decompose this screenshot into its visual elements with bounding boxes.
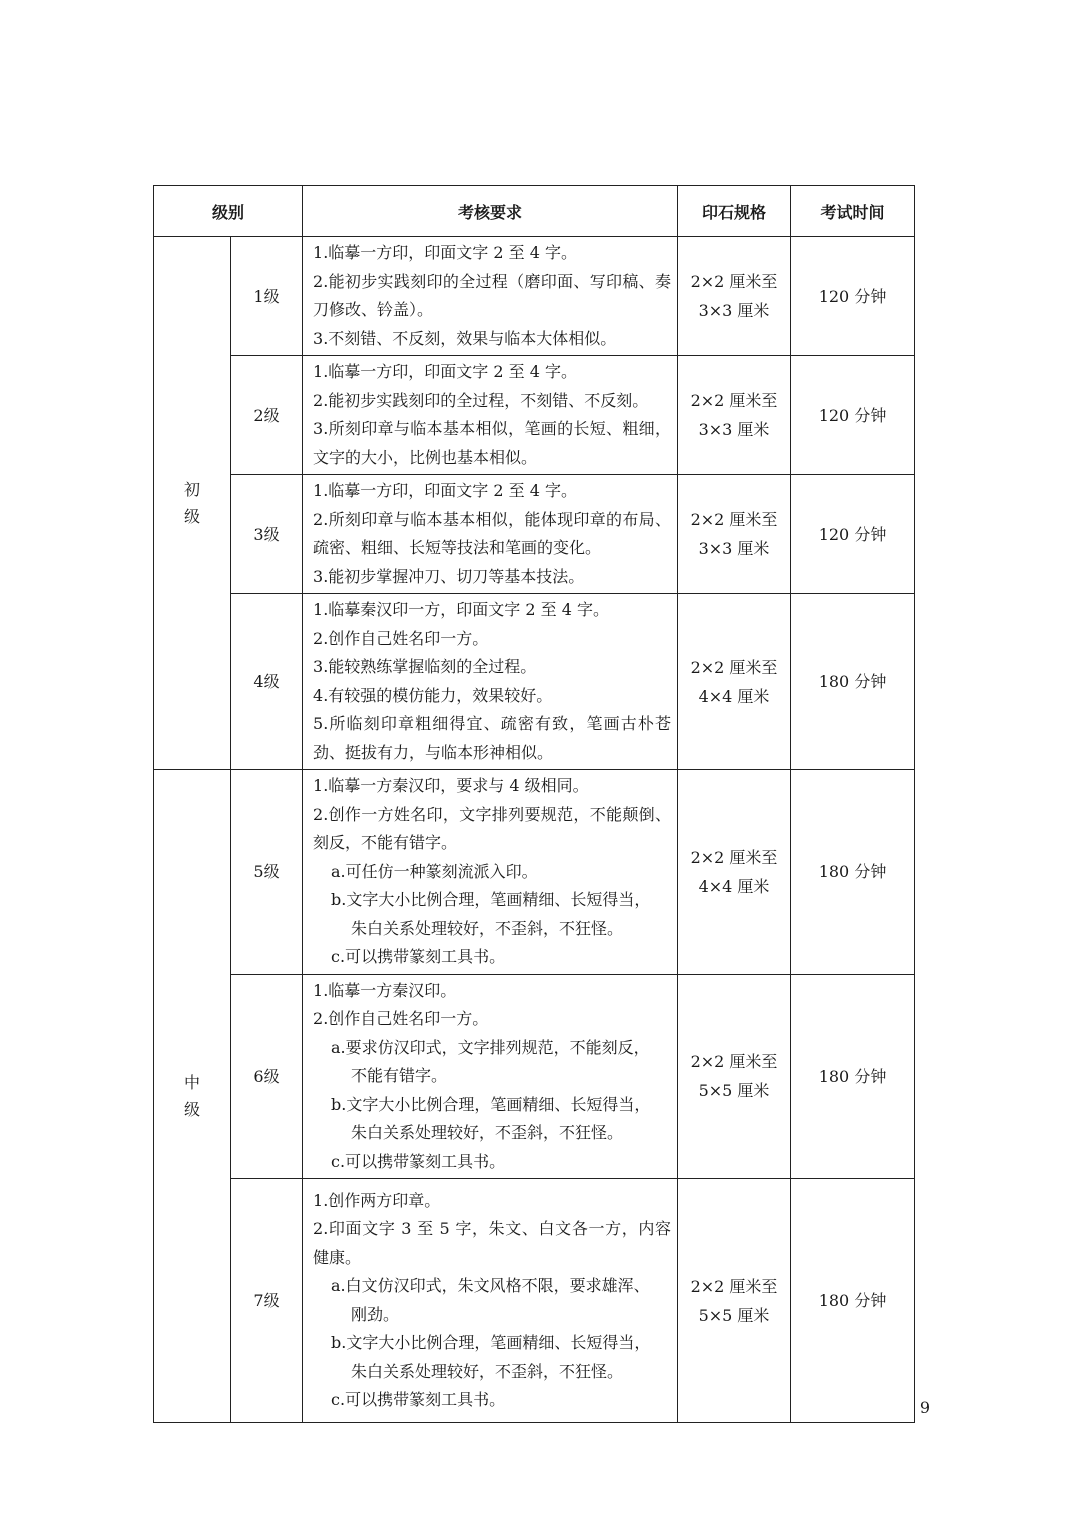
table-row <box>154 974 915 1179</box>
stone-spec-cell <box>678 770 791 975</box>
subitem-line: b.文字大小比例合理，笔画精细、长短得当， <box>331 1094 651 1114</box>
requirement-item: 2.印面文字 3 至 5 字，朱文、白文各一方，内容健康。 <box>313 1219 672 1267</box>
header-exam-time: 考试时间 <box>791 186 915 237</box>
requirement-item: 3.能初步掌握冲刀、切刀等基本技法。 <box>313 566 585 586</box>
category-char: 初 <box>183 480 200 499</box>
requirement-item: 2.创作自己姓名印一方。 <box>313 628 489 648</box>
stone-spec-cell <box>678 475 791 594</box>
stone-spec-cell <box>678 356 791 475</box>
spec-line: 2×2 厘米至 <box>690 272 778 291</box>
subitem-line: 朱白关系处理较好，不歪斜，不狂怪。 <box>351 1361 624 1381</box>
header-level: 级别 <box>154 186 303 237</box>
category-char: 中 <box>183 1073 200 1092</box>
subitem-line: c.可以携带篆刻工具书。 <box>331 1390 506 1409</box>
category-char: 级 <box>183 507 200 526</box>
requirements-cell <box>303 1179 678 1423</box>
requirement-subitem <box>313 1091 671 1148</box>
requirement-item: 2.创作自己姓名印一方。 <box>313 1009 489 1028</box>
requirement-subitem <box>313 1272 671 1329</box>
exam-time-cell: 180 分钟 <box>791 770 915 975</box>
subitem-line: b.文字大小比例合理，笔画精细、长短得当， <box>331 890 651 909</box>
requirement-item: 2.能初步实践刻印的全过程，不刻错、不反刻。 <box>313 390 649 410</box>
level-cell: 6级 <box>231 974 303 1179</box>
subitem-line: a.白文仿汉印式，朱文风格不限，要求雄浑、 <box>331 1276 650 1295</box>
grade-requirements-table <box>153 185 915 1423</box>
category-cell <box>154 237 231 770</box>
requirement-item: 4.有较强的模仿能力，效果较好。 <box>313 685 553 705</box>
exam-time-cell: 120 分钟 <box>791 237 915 356</box>
exam-time-cell: 120 分钟 <box>791 475 915 594</box>
requirement-item: 2.能初步实践刻印的全过程（磨印面、写印稿、奏刀修改、钤盖）。 <box>313 271 672 319</box>
exam-time-cell: 180 分钟 <box>791 594 915 770</box>
requirement-item: 3.所刻印章与临本基本相似，笔画的长短、粗细，文字的大小，比例也基本相似。 <box>313 419 672 467</box>
requirement-item: 1.创作两方印章。 <box>313 1190 441 1210</box>
table-row <box>154 770 915 975</box>
subitem-line: c.可以携带篆刻工具书。 <box>331 947 506 966</box>
spec-line: 2×2 厘米至 <box>690 1276 778 1296</box>
header-row <box>154 186 915 237</box>
level-cell: 1级 <box>231 237 303 356</box>
subitem-line: a.要求仿汉印式，文字排列规范，不能刻反， <box>331 1037 650 1057</box>
requirement-subitem <box>313 1386 671 1415</box>
table-row <box>154 356 915 475</box>
spec-line: 2×2 厘米至 <box>690 847 778 867</box>
subitem-line: 刚劲。 <box>351 1304 400 1324</box>
stone-spec-cell <box>678 594 791 770</box>
spec-line: 5×5 厘米 <box>698 1305 770 1325</box>
requirement-subitem <box>313 886 671 943</box>
spec-line: 2×2 厘米至 <box>690 510 778 529</box>
requirements-cell <box>303 356 678 475</box>
level-cell: 3级 <box>231 475 303 594</box>
requirements-cell <box>303 237 678 356</box>
requirements-cell <box>303 594 678 770</box>
requirement-item: 1.临摹一方印，印面文字 2 至 4 字。 <box>313 243 577 262</box>
requirement-item: 1.临摹一方印，印面文字 2 至 4 字。 <box>313 362 577 381</box>
table-row <box>154 475 915 594</box>
exam-time-cell: 180 分钟 <box>791 974 915 1179</box>
spec-line: 3×3 厘米 <box>698 420 770 439</box>
stone-spec-cell <box>678 237 791 356</box>
requirements-cell <box>303 974 678 1179</box>
spec-line: 3×3 厘米 <box>698 301 770 320</box>
requirement-item: 3.不刻错、不反刻，效果与临本大体相似。 <box>313 328 617 348</box>
subitem-line: 不能有错字。 <box>351 1066 448 1085</box>
requirement-item: 2.创作一方姓名印，文字排列要规范，不能颠倒、刻反，不能有错字。 <box>313 804 672 852</box>
category-char: 级 <box>183 1100 200 1119</box>
exam-time-cell: 120 分钟 <box>791 356 915 475</box>
spec-line: 4×4 厘米 <box>698 686 770 706</box>
requirement-item: 5.所临刻印章粗细得宜、疏密有致，笔画古朴苍劲、挺拔有力，与临本形神相似。 <box>313 714 672 762</box>
requirements-cell <box>303 770 678 975</box>
requirement-subitem <box>313 1329 671 1386</box>
requirement-item: 2.所刻印章与临本基本相似，能体现印章的布局、疏密、粗细、长短等技法和笔画的变化。 <box>313 509 672 557</box>
requirements-cell <box>303 475 678 594</box>
spec-line: 2×2 厘米至 <box>690 391 778 410</box>
subitem-line: 朱白关系处理较好，不歪斜，不狂怪。 <box>351 1123 624 1142</box>
subitem-line: a.可任仿一种篆刻流派入印。 <box>331 861 538 881</box>
requirement-subitem <box>313 1034 671 1091</box>
spec-line: 4×4 厘米 <box>698 876 770 896</box>
requirement-subitem <box>313 858 671 887</box>
level-cell: 2级 <box>231 356 303 475</box>
stone-spec-cell <box>678 1179 791 1423</box>
table-body <box>154 237 915 1423</box>
subitem-line: b.文字大小比例合理，笔画精细、长短得当， <box>331 1333 651 1352</box>
stone-spec-cell <box>678 974 791 1179</box>
table-row <box>154 1179 915 1423</box>
requirement-subitem <box>313 1148 671 1177</box>
table-row <box>154 594 915 770</box>
table-row <box>154 237 915 356</box>
spec-line: 5×5 厘米 <box>698 1081 770 1101</box>
page-number: 9 <box>919 1398 930 1417</box>
spec-line: 3×3 厘米 <box>698 539 770 558</box>
level-cell: 7级 <box>231 1179 303 1423</box>
level-cell: 4级 <box>231 594 303 770</box>
requirement-subitem <box>313 943 671 972</box>
subitem-line: 朱白关系处理较好，不歪斜，不狂怪。 <box>351 918 624 938</box>
category-cell <box>154 770 231 1423</box>
requirement-item: 1.临摹一方印，印面文字 2 至 4 字。 <box>313 481 577 500</box>
requirement-item: 1.临摹一方秦汉印。 <box>313 980 457 1000</box>
requirement-item: 1.临摹秦汉印一方，印面文字 2 至 4 字。 <box>313 600 609 619</box>
requirement-item: 3.能较熟练掌握临刻的全过程。 <box>313 657 537 676</box>
spec-line: 2×2 厘米至 <box>690 657 778 677</box>
subitem-line: c.可以携带篆刻工具书。 <box>331 1151 506 1171</box>
exam-time-cell: 180 分钟 <box>791 1179 915 1423</box>
header-requirements: 考核要求 <box>303 186 678 237</box>
requirement-item: 1.临摹一方秦汉印，要求与 4 级相同。 <box>313 776 589 795</box>
level-cell: 5级 <box>231 770 303 975</box>
spec-line: 2×2 厘米至 <box>690 1052 778 1072</box>
header-stone-spec: 印石规格 <box>678 186 791 237</box>
